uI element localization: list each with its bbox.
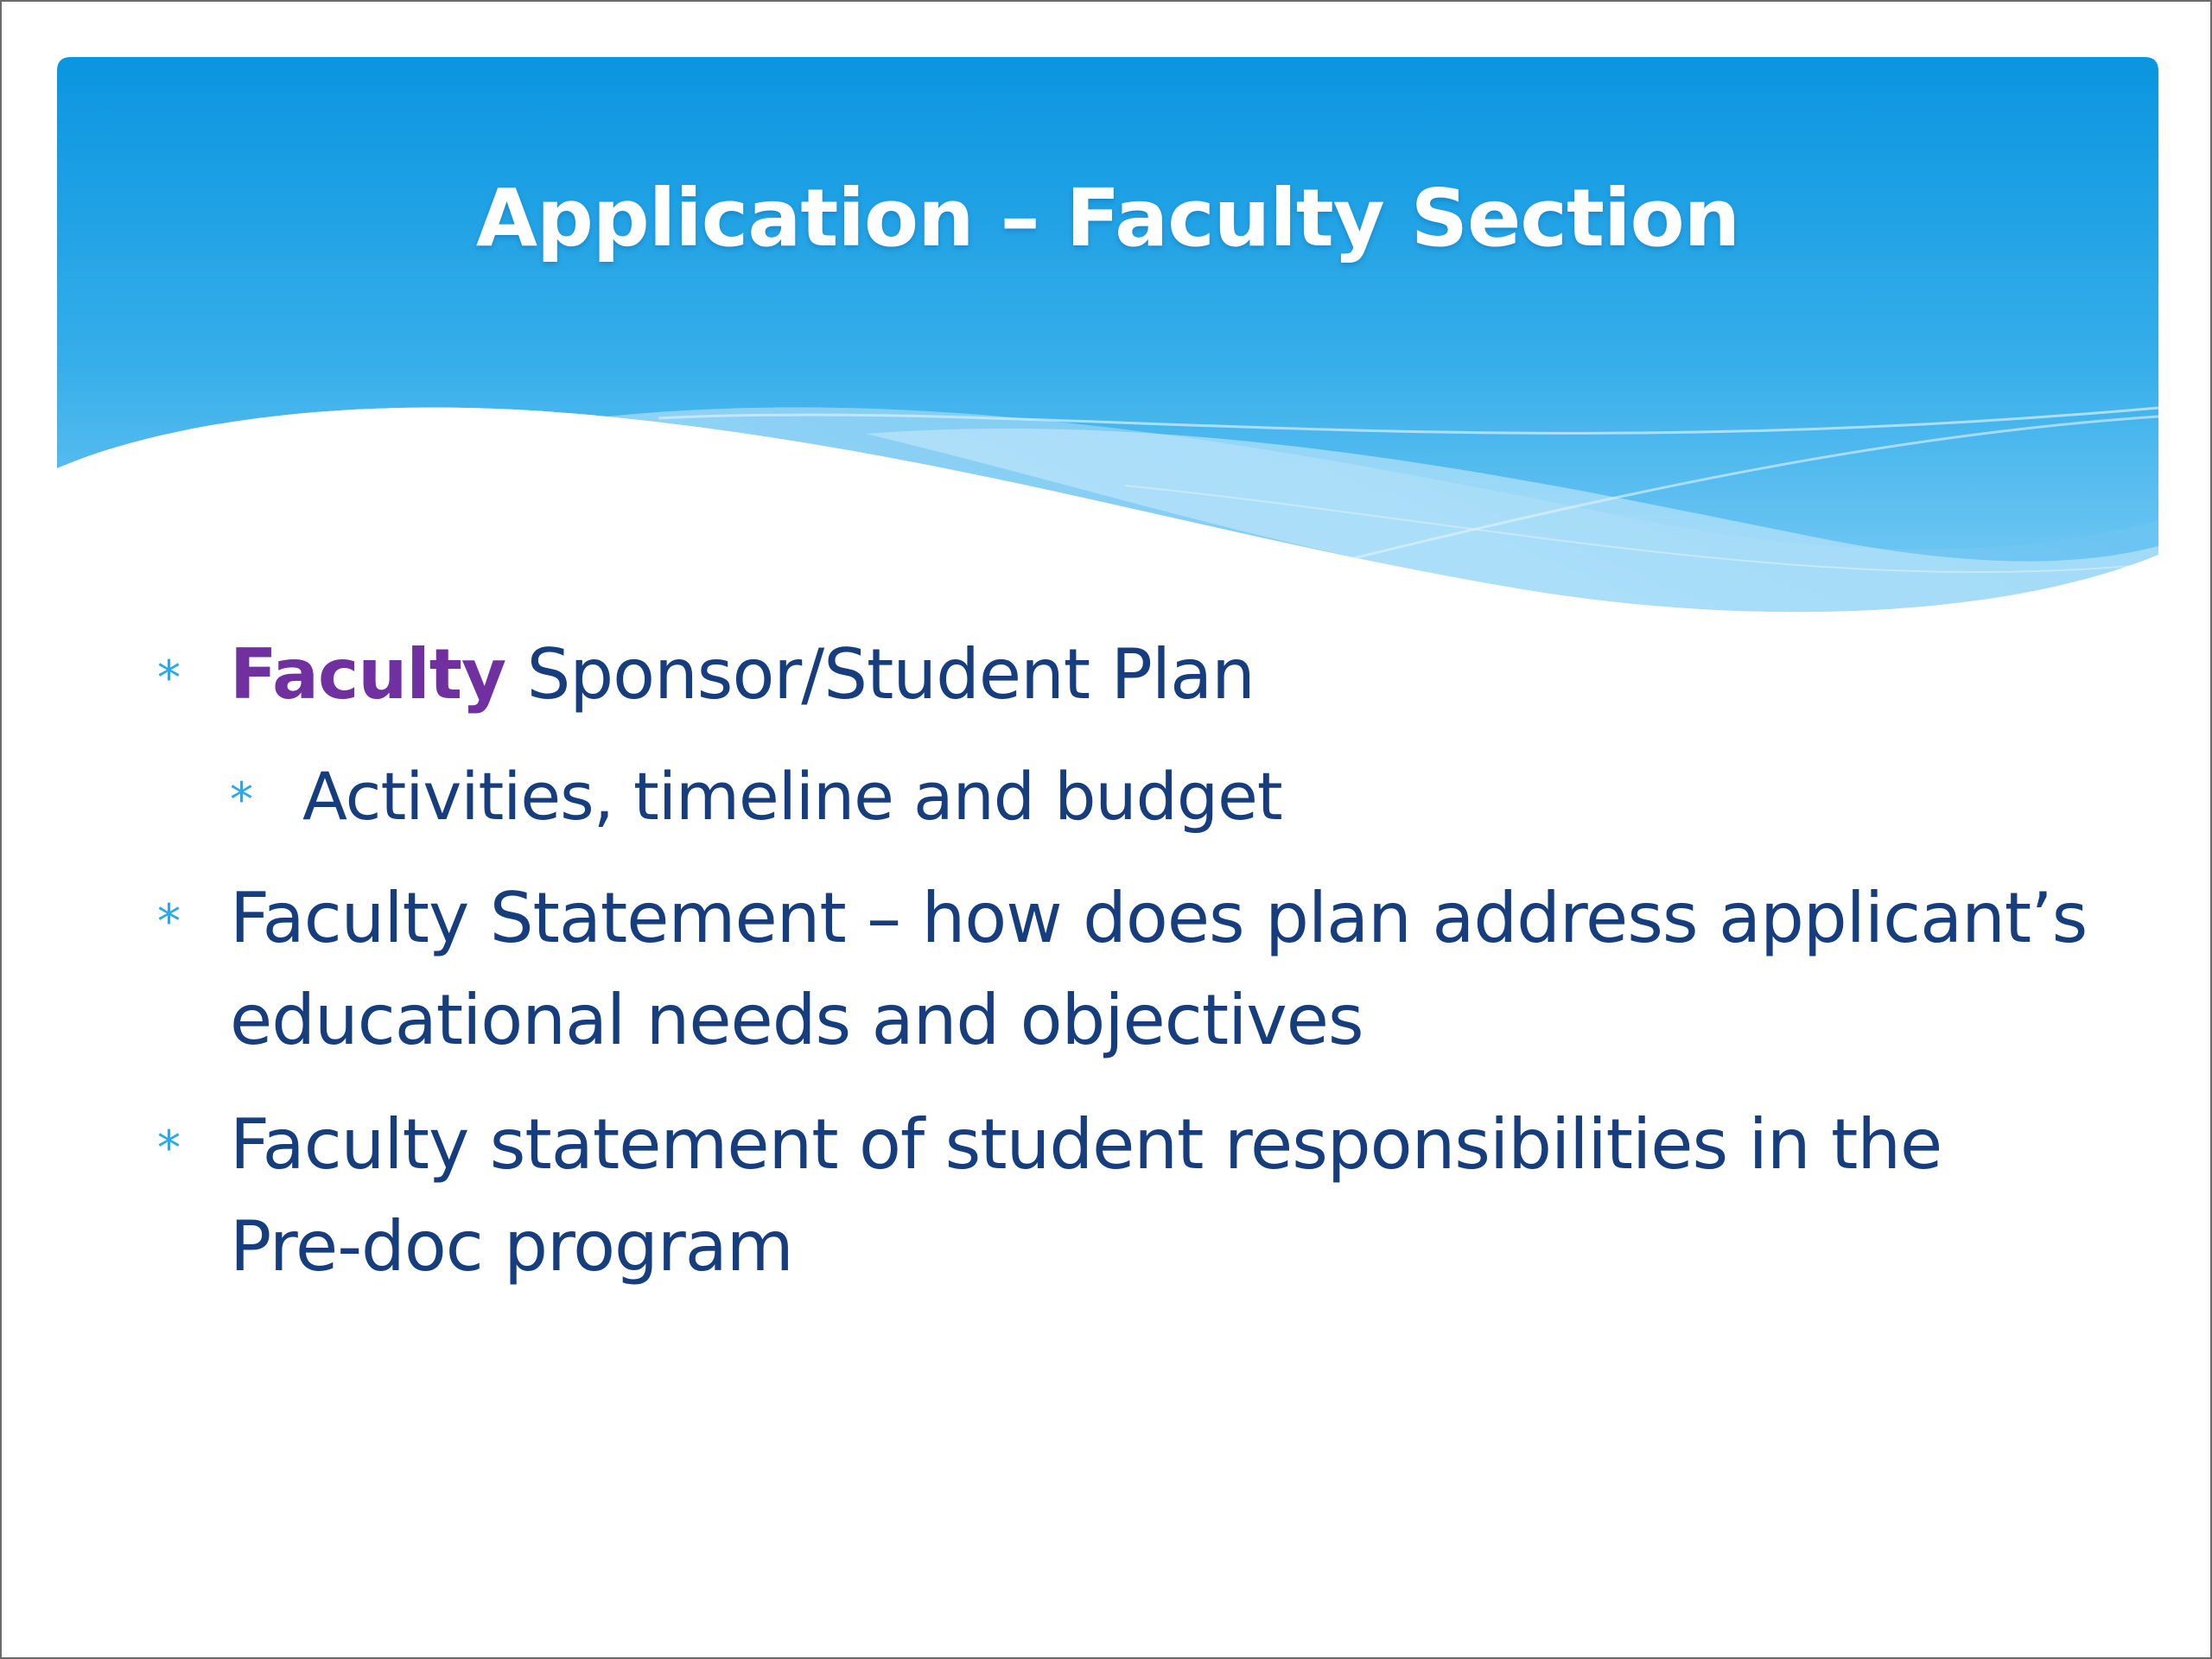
asterisk-bullet-icon: *: [157, 1121, 180, 1175]
asterisk-bullet-icon: *: [230, 772, 252, 827]
asterisk-bullet-icon: *: [157, 651, 180, 705]
asterisk-bullet-icon: *: [157, 894, 180, 949]
bullet-item-student-responsibilities: [157, 1094, 2093, 1298]
bullet-text: Activities, timeline and budget: [302, 758, 1282, 835]
bullet-text: Sponsor/Student Plan: [505, 634, 1255, 715]
header-wave-banner: [2, 2, 2212, 624]
bullet-item-faculty-sponsor-plan: [157, 624, 2093, 726]
bullet-item-faculty-statement: [157, 868, 2093, 1071]
bullet-accent-word: Faculty: [230, 634, 506, 715]
bullet-text: Faculty statement of student responsibilities in the Pre-doc program: [230, 1104, 1942, 1287]
bullet-text: Faculty Statement – how does plan address applicant’s educational needs and objectives: [230, 878, 2088, 1060]
bullet-list: [157, 624, 2093, 1320]
bullet-item-activities: [230, 748, 2093, 845]
slide-title: Application – Faculty Section: [475, 172, 1740, 264]
